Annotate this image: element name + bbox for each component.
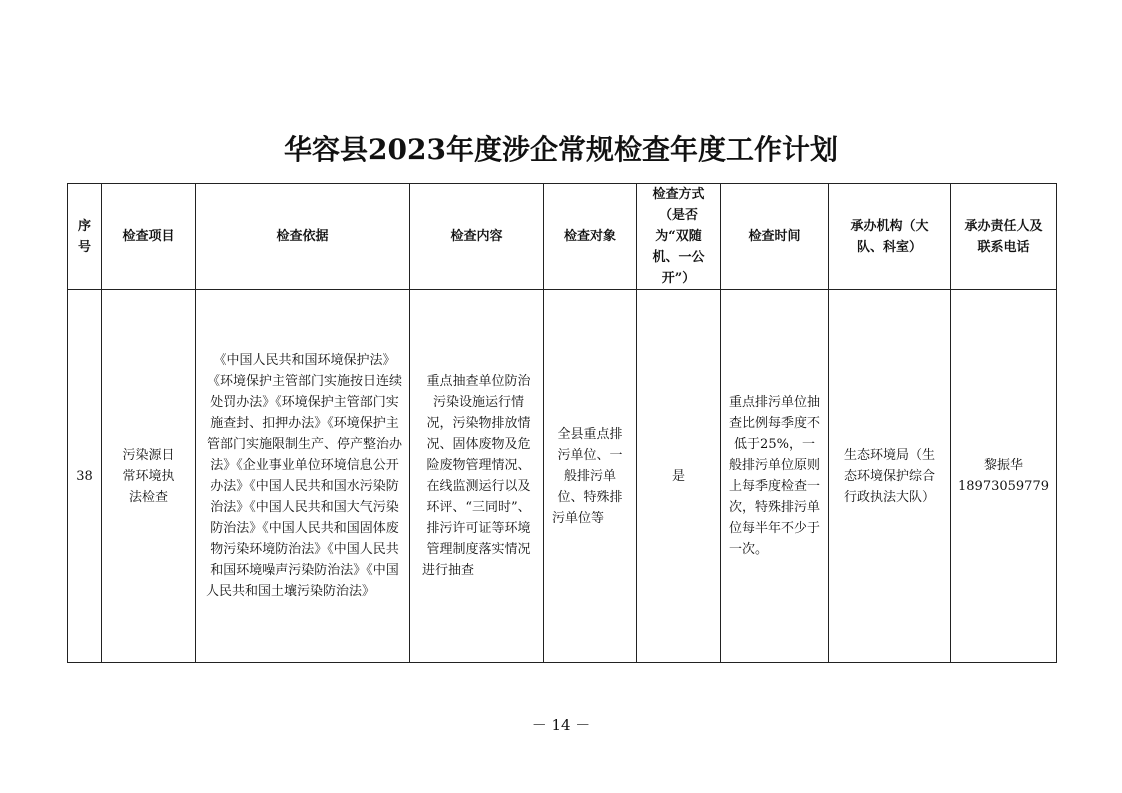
header-agency: 承办机构（大队、科室） bbox=[829, 184, 951, 290]
cell-method: 是 bbox=[637, 290, 721, 663]
contact-phone: 18973059779 bbox=[958, 479, 1049, 494]
cell-target-text: 全县重点排污单位、一般排污单位、特殊排污单位等 bbox=[552, 426, 623, 526]
header-seq: 序号 bbox=[68, 184, 102, 290]
page-number: － 14 － bbox=[531, 716, 591, 734]
cell-content-text: 重点抽查单位防治污染设施运行情况，污染物排放情况、固体废物及危险废物管理情况、在线监测运行以及环评、“三同时”、排污许可证等环境管理制度落实情况进行抽查 bbox=[422, 374, 531, 578]
cell-item: 污染源日常环境执法检查 bbox=[102, 290, 196, 663]
cell-basis bbox=[196, 290, 410, 663]
table-header-row bbox=[68, 184, 1057, 290]
header-method: 检查方式（是否为“双随机、一公开”） bbox=[637, 184, 721, 290]
cell-contact bbox=[951, 290, 1057, 663]
header-content: 检查内容 bbox=[410, 184, 544, 290]
cell-content bbox=[410, 290, 544, 663]
header-target: 检查对象 bbox=[544, 184, 637, 290]
cell-time-text: 重点排污单位抽查比例每季度不低于25%，一般排污单位原则上每季度检查一次，特殊排污单位每半年不少于一次。 bbox=[729, 395, 821, 557]
cell-seq: 38 bbox=[68, 290, 102, 663]
header-time: 检查时间 bbox=[721, 184, 829, 290]
contact-name: 黎振华 bbox=[983, 458, 1023, 473]
cell-target bbox=[544, 290, 637, 663]
cell-agency: 生态环境局（生态环境保护综合行政执法大队） bbox=[829, 290, 951, 663]
inspection-plan-table bbox=[67, 183, 1057, 663]
document-title: 华容县2023年度涉企常规检查年度工作计划 bbox=[284, 133, 838, 166]
header-contact: 承办责任人及联系电话 bbox=[951, 184, 1057, 290]
header-item: 检查项目 bbox=[102, 184, 196, 290]
cell-time bbox=[721, 290, 829, 663]
table-row bbox=[68, 290, 1057, 663]
header-basis: 检查依据 bbox=[196, 184, 410, 290]
cell-basis-text: 《中国人民共和国环境保护法》《环境保护主管部门实施按日连续处罚办法》《环境保护主管部门实施查封、扣押办法》《环境保护主管部门实施限制生产、停产整治办法》《企业事业单位环境信息公开办法》《中国人民共和国水污染防治法》《中国人民共和国大气污染防治法》《中国人民共和国固体废物污染环境防治法》《中国人民共和国环境噪声污染防治法》《中国人民共和国土壤污染防治法》 bbox=[206, 353, 402, 599]
